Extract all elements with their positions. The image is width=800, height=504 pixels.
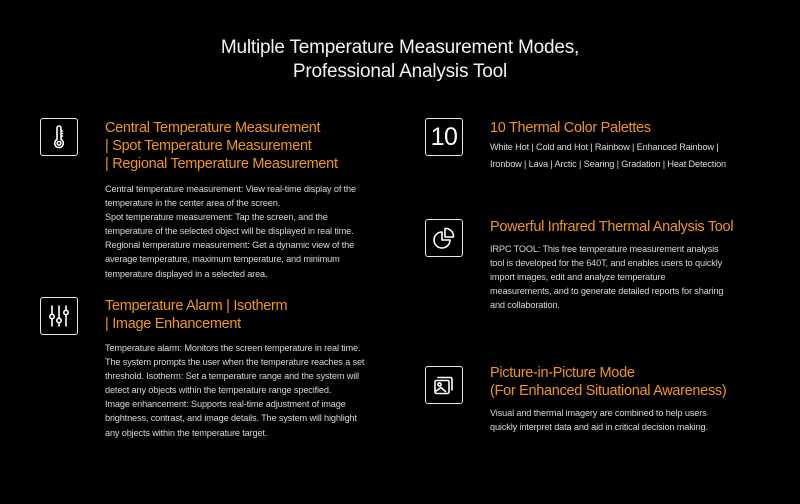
description-line: average temperature, maximum temperature, and minimum (105, 254, 340, 265)
feature-description (105, 341, 364, 440)
feature-heading (105, 119, 338, 173)
description-line: temperature in the center area of the screen. (105, 198, 281, 209)
description-line: detect any objects within the temperature range specified. (105, 385, 332, 396)
description-line: Central temperature measurement: View real-time display of the (105, 184, 356, 194)
description-line: Ironbow | Lava | Arctic | Searing | Gradation | Heat Detection (490, 159, 727, 169)
description-line: The system prompts the user when the temperature reaches a set (105, 357, 365, 368)
description-line: temperature displayed in a selected area. (105, 268, 268, 279)
description-line: and collaboration. (490, 300, 560, 311)
page-title (0, 36, 800, 84)
number-ten-icon (425, 118, 463, 156)
description-line: any objects within the temperature target. (105, 427, 268, 438)
heading-line: | Spot Temperature Measurement (105, 138, 312, 154)
feature-heading (105, 297, 287, 333)
description-line: brightness, contrast, and image details. The system will highlight (105, 413, 357, 424)
description-line: Temperature alarm: Monitors the screen temperature in real time. (105, 343, 361, 353)
page-title-line-2: Professional Analysis Tool (292, 61, 508, 82)
picture-in-picture-icon (425, 366, 463, 404)
feature-description (490, 242, 723, 312)
sliders-icon (40, 297, 78, 335)
heading-line: Temperature Alarm | Isotherm (105, 298, 288, 314)
heading-line: Powerful Infrared Thermal Analysis Tool (490, 219, 734, 235)
description-line: Image enhancement: Supports real-time adjustment of image (105, 399, 346, 410)
description-line: import images, edit and analyze temperature (490, 272, 666, 283)
palette-list (490, 139, 726, 173)
heading-line: | Image Enhancement (105, 316, 241, 332)
description-line: IRPC TOOL: This free temperature measurement analysis (490, 244, 719, 254)
description-line: tool is developed for the 640T, and enables users to quickly (490, 258, 723, 269)
feature-heading (490, 364, 726, 400)
heading-line: Central Temperature Measurement (105, 120, 321, 136)
description-line: temperature of the selected object will be displayed in real time. (105, 226, 354, 237)
heading-line: 10 Thermal Color Palettes (490, 120, 651, 136)
description-line: quickly interpret data and aid in critical decision making. (490, 422, 708, 433)
description-line: measurements, and to generate detailed reports for sharing (490, 286, 724, 297)
feature-description (105, 182, 356, 281)
number-ten-glyph: 10 (430, 122, 458, 151)
page-title-line-1: Multiple Temperature Measurement Modes, (220, 37, 580, 58)
description-line: threshold. Isotherm: Set a temperature range and the system will (105, 371, 359, 382)
heading-line: | Regional Temperature Measurement (105, 156, 338, 172)
feature-heading (490, 119, 651, 137)
description-line: Spot temperature measurement: Tap the screen, and the (105, 212, 328, 223)
thermometer-icon (40, 118, 78, 156)
feature-description (490, 406, 708, 434)
pie-chart-icon (425, 219, 463, 257)
description-line: Regional temperature measurement: Get a dynamic view of the (105, 240, 355, 251)
description-line: Visual and thermal imagery are combined to help users (490, 408, 707, 418)
feature-heading (490, 218, 733, 236)
heading-line: Picture-in-Picture Mode (490, 365, 635, 381)
description-line: White Hot | Cold and Hot | Rainbow | Enhanced Rainbow | (490, 142, 719, 152)
heading-line: (For Enhanced Situational Awareness) (490, 383, 727, 399)
